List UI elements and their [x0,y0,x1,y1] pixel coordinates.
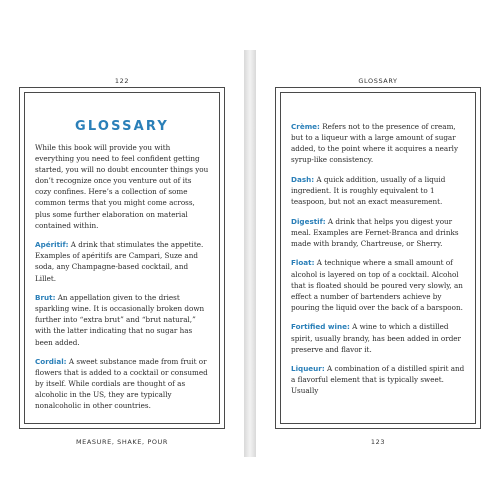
glossary-term: Dash: [291,174,315,184]
left-page-inner-frame [24,92,220,424]
glossary-definition: A drink that stimulates the appetite. Examples of apéritifs are Campari, Suze and soda, any Champagne-based cocktail, and Lillet. [35,240,204,283]
glossary-definition: A quick addition, usually of a liquid ingredient. It is roughly equivalent to 1 teaspoon, but not an exact measurement. [291,174,446,207]
glossary-entry-fortified-wine [291,321,465,354]
glossary-term: Apéritif: [35,240,69,250]
glossary-entry-creme [291,121,465,165]
glossary-entry-cordial [35,356,209,411]
glossary-definition: A sweet substance made from fruit or flowers that is added to a cocktail or consumed by itself. While cordials are thought of as alcoholic in the US, they are typically nonalcoholic in other countries. [35,357,208,411]
glossary-entry-aperitif [35,239,209,283]
glossary-term: Fortified wine: [291,322,350,332]
glossary-term: Cordial: [35,357,67,367]
book-gutter [244,50,256,457]
right-page [256,50,500,457]
glossary-term: Brut: [35,293,56,303]
glossary-term: Digestif: [291,216,326,226]
left-page-footer: MEASURE, SHAKE, POUR [75,438,169,446]
glossary-entry-liqueur [291,363,465,396]
glossary-definition: Refers not to the presence of cream, but to a liqueur with a large amount of sugar added, to the point where it acquires a nearly syrup-like consistency. [291,122,459,165]
right-page-header: GLOSSARY [358,77,398,85]
left-page [0,50,244,457]
glossary-title: GLOSSARY [74,119,170,134]
glossary-definition: An appellation given to the driest sparkling wine. It is occasionally broken down further into “extra brut” and “brut natural,” with the latter indicating that no sugar has been added. [35,293,205,347]
glossary-entry-float [291,257,465,312]
glossary-entry-brut [35,292,209,347]
glossary-definition: A drink that helps you digest your meal. Examples are Fernet-Branca and drinks made with brandy, Chartreuse, or Sherry. [291,216,459,248]
left-page-number: 122 [114,77,130,85]
glossary-entry-dash [291,174,465,207]
glossary-term: Float: [291,258,315,268]
glossary-definition: A technique where a small amount of alcohol is layered on top of a cocktail. Alcohol that is floated should be poured very slowly, an effect a number of bartenders achieve by pouring the liquid over the back of a barspoon. [291,258,463,312]
glossary-term: Liqueur: [291,364,325,374]
right-page-inner-frame [280,92,476,424]
glossary-intro: While this book will provide you with everything you need to feel confident getting started, you will no doubt encounter things you don’t recognize once you venture out of its cozy confines. Here’s a collection of some common terms that you might come across, plus some further elaboration on material contained within. [35,143,209,230]
glossary-definition: A combination of a distilled spirit and a flavorful element that is typically sweet. Usually [291,364,465,396]
glossary-definition: A wine to which a distilled spirit, usually brandy, has been added in order preserve and flavor it. [291,322,461,354]
glossary-entry-digestif [291,216,465,249]
glossary-term: Crème: [291,122,320,131]
right-page-number: 123 [370,438,386,446]
